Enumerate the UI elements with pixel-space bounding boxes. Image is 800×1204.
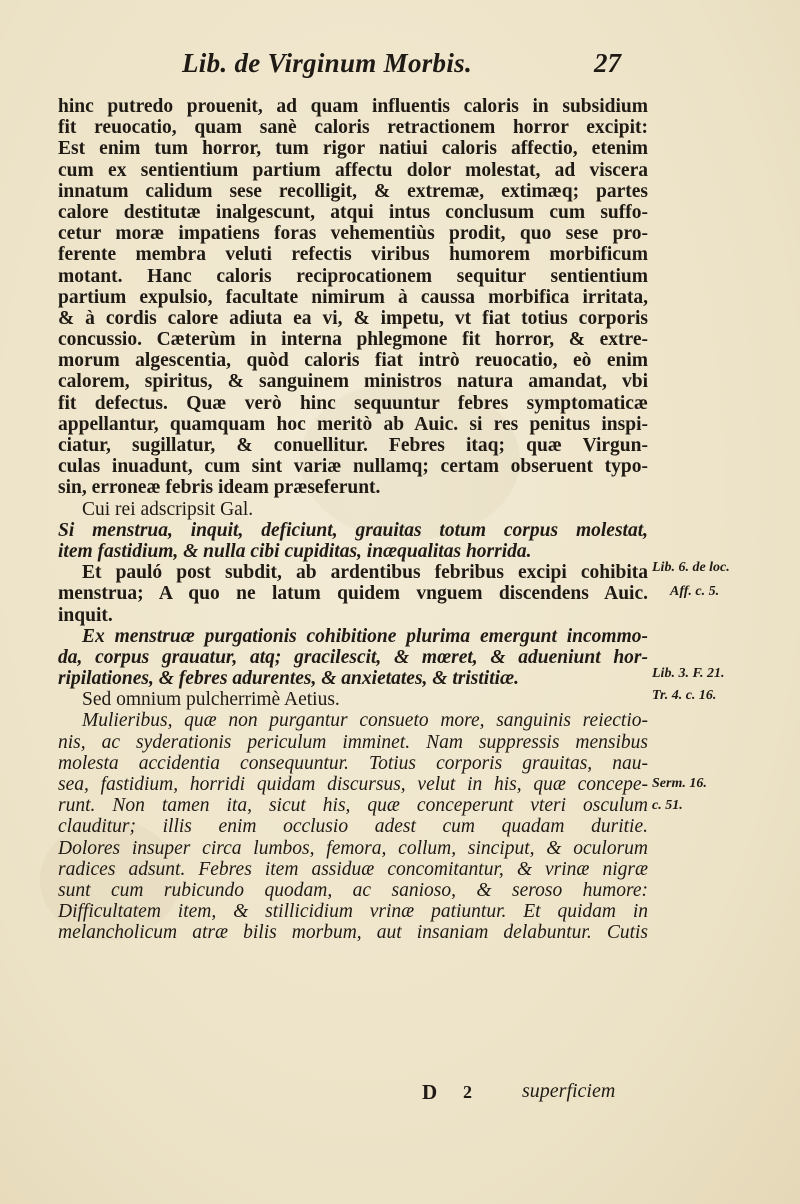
body-line: & à cordis calore adiuta ea vi, & impetu, vt fiat totius corporis (58, 307, 648, 329)
body-line: ferente membra veluti refectis viribus humorem morbificum (58, 244, 648, 266)
avicenna-quote-line: ripilationes, & febres adurentes, & anxietates, & tristitiæ. (58, 668, 519, 690)
galen-intro: Cui rei adscripsit Gal. (82, 498, 254, 520)
body-line: concussio. Cæterùm in interna phlegmone fit horror, & extre- (58, 329, 648, 351)
body-line: calore destitutæ inalgescunt, atqui intus conclusum cum suffo- (58, 201, 648, 223)
body-line: motant. Hanc caloris reciprocationem sequitur sentientium (58, 265, 648, 287)
margin-note: Lib. 6. de loc. (652, 560, 730, 575)
body-line: cetur moræ impatiens foras vehementiùs prodit, quo sese pro- (58, 223, 648, 245)
body-line: hinc putredo prouenit, ad quam influentis caloris in subsidium (58, 96, 648, 117)
body-line: Et pauló post subdit, ab ardentibus febribus excipi cohibita (82, 562, 648, 584)
body-line: culas inuadunt, cum sint variæ nullamq; certam obseruent typo- (58, 456, 648, 478)
aetius-quote-line: Dolores insuper circa lumbos, femora, collum, sinciput, & oculorum (58, 837, 648, 859)
body-line: cum ex sentientium partium affectu dolor molestat, ad viscera (58, 159, 648, 181)
margin-note: Lib. 3. F. 21. (652, 666, 725, 681)
galen-quote-line: Si menstrua, inquit, deficiunt, grauitas totum corpus molestat, (58, 519, 648, 541)
avicenna-quote-line: da, corpus grauatur, atq; gracilescit, & mœret, & adueniunt hor- (58, 646, 648, 668)
aetius-quote-line: sea, fastidium, horridi quidam discursus, velut in his, quæ concepe- (58, 774, 648, 795)
aetius-quote-line: Difficultatem item, & stillicidium vrinæ patiuntur. Et quidam in (58, 901, 648, 923)
page-header (0, 48, 800, 88)
body-line: menstrua; A quo ne latum quidem vnguem discendens Auic. (58, 583, 648, 605)
margin-note: Aff. c. 5. (670, 584, 720, 599)
margin-note: Tr. 4. c. 16. (652, 688, 717, 703)
body-line: innatum calidum sese recolligit, & extremæ, extimæq; partes (58, 180, 648, 202)
page-footer (0, 1080, 800, 1110)
aetius-quote-line: sunt cum rubicundo quodam, ac sanioso, & seroso humore: (58, 879, 648, 901)
aetius-quote-line: clauditur; illis enim occlusio adest cum quadam duritie. (58, 816, 648, 838)
signature-number: 2 (463, 1082, 472, 1102)
catchword: superficiem (522, 1080, 616, 1102)
aetius-quote-line: radices adsunt. Febres item assiduæ concomitantur, & vrinæ nigræ (58, 858, 648, 880)
body-line: ciatur, sugillatur, & conuellitur. Febres itaq; quæ Virgun- (58, 435, 648, 456)
signature-mark: D (422, 1080, 438, 1104)
margin-note: c. 51. (652, 798, 683, 813)
galen-quote-line: item fastidium, & nulla cibi cupiditas, inæqualitas horrida. (58, 540, 532, 562)
aetius-quote-line: nis, ac syderationis periculum imminet. Nam suppressis mensibus (58, 731, 648, 753)
aetius-quote-line: melancholicum atræ bilis morbum, aut insaniam delabuntur. Cutis (58, 922, 648, 944)
aetius-intro: Sed omnium pulcherrimè Aetius. (82, 689, 340, 711)
body-line: fit defectus. Quæ verò hinc sequuntur febres symptomaticæ (58, 392, 648, 414)
body-line: appellantur, quamquam hoc meritò ab Auic. si res penitus inspi- (58, 413, 648, 435)
body-line: partium expulsio, facultate nimirum à caussa morbifica irritata, (58, 286, 648, 308)
body-line: inquit. (58, 604, 113, 626)
body-line: sin, erroneæ febris ideam præseferunt. (58, 477, 381, 499)
aetius-quote-line: Mulieribus, quæ non purgantur consueto more, sanguinis reiectio- (82, 710, 648, 732)
running-title: Lib. de Virginum Morbis. (182, 48, 473, 78)
aetius-quote-line: molesta accidentia consequuntur. Totius corporis grauitas, nau- (58, 752, 648, 774)
page-number: 27 (594, 48, 621, 78)
aetius-quote-line: runt. Non tamen ita, sicut his, quæ conceperunt vteri osculum (58, 795, 648, 817)
body-line: fit reuocatio, quam sanè caloris retractionem horror excipit: (58, 117, 648, 139)
text-column (58, 96, 648, 944)
body-line: calorem, spiritus, & sanguinem ministros natura amandat, vbi (58, 371, 648, 393)
margin-note: Serm. 16. (652, 776, 707, 791)
body-line: morum algescentia, quòd caloris fiat intrò reuocatio, eò enim (58, 350, 648, 372)
body-line: Est enim tum horror, tum rigor natiui caloris affectio, etenim (58, 138, 648, 160)
avicenna-quote-line: Ex menstruæ purgationis cohibitione plurima emergunt incommo- (82, 625, 648, 647)
